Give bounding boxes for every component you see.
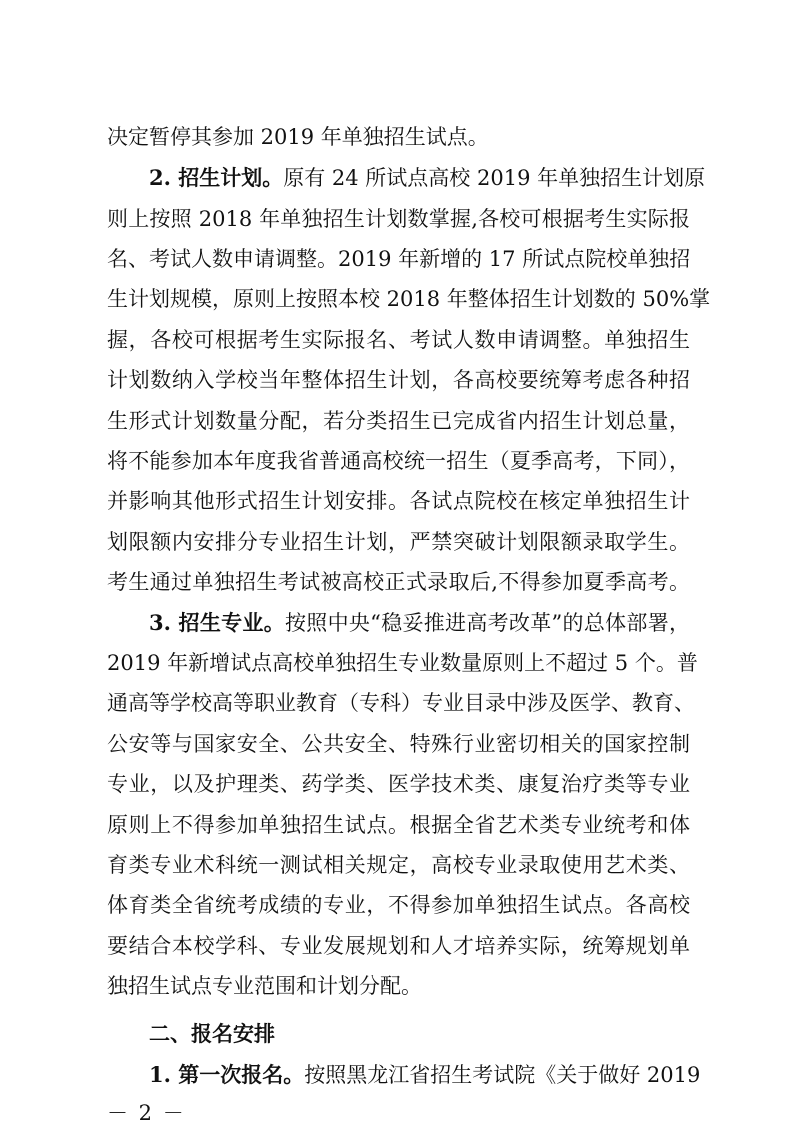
line-text: 按照黑龙江省招生考试院《关于做好 2019 bbox=[304, 1063, 701, 1087]
line-text: 育类专业术科统一测试相关规定，高校专业录取使用艺术类、 bbox=[107, 853, 690, 877]
line-text: 则上按照 2018 年单独招生计划数掌握,各校可根据考生实际报 bbox=[107, 207, 690, 231]
line-text: 握，各校可根据考生实际报名、考试人数申请调整。单独招生 bbox=[107, 328, 690, 352]
line-text: 按照中央“稳妥推进高考改革”的总体部署， bbox=[284, 611, 690, 635]
line-text: 计划数纳入学校当年整体招生计划，各高校要统筹考虑各种招 bbox=[107, 368, 690, 392]
line-text: 2019 年新增试点高校单独招生专业数量原则上不超过 5 个。普 bbox=[107, 651, 698, 675]
line-text: 通高等学校高等职业教育（专科）专业目录中涉及医学、教育、 bbox=[107, 691, 695, 715]
line-text: 原则上不得参加单独招生试点。根据全省艺术类专业统考和体 bbox=[107, 813, 690, 837]
paragraph-line bbox=[107, 971, 422, 1001]
line-text: 考生通过单独招生考试被高校正式录取后,不得参加夏季高考。 bbox=[107, 570, 690, 594]
paragraph-line bbox=[107, 325, 690, 355]
line-text: 要结合本校学科、专业发展规划和人才培养实际，统筹规划单 bbox=[107, 934, 690, 958]
paragraph-line bbox=[107, 527, 690, 557]
line-text: 名、考试人数申请调整。2019 年新增的 17 所试点院校单独招 bbox=[107, 247, 691, 271]
line-text: 生形式计划数量分配，若分类招生已完成省内招生计划总量， bbox=[107, 409, 690, 433]
heading-text: 二、报名安排 bbox=[149, 1021, 275, 1046]
line-text: 决定暂停其参加 2019 年单独招生试点。 bbox=[107, 125, 489, 149]
section-heading-registration bbox=[149, 1019, 690, 1049]
paragraph-line bbox=[107, 122, 489, 152]
paragraph-line bbox=[107, 931, 690, 961]
line-text: 原有 24 所试点高校 2019 年单独招生计划原 bbox=[283, 166, 706, 190]
paragraph-line bbox=[107, 769, 690, 799]
paragraph-line bbox=[107, 890, 690, 920]
paragraph-line bbox=[107, 729, 690, 759]
paragraph-line bbox=[107, 688, 695, 718]
paragraph-line bbox=[107, 204, 690, 234]
section-heading-enrollment-plan: 2. 招生计划。 bbox=[149, 165, 284, 190]
section-heading-enrollment-majors: 3. 招生专业。 bbox=[149, 610, 285, 635]
page-number: － 2 － bbox=[107, 1101, 186, 1125]
paragraph-line bbox=[107, 648, 698, 678]
paragraph-line bbox=[149, 608, 690, 638]
line-text: 划限额内安排分专业招生计划，严禁突破计划限额录取学生。 bbox=[107, 530, 690, 554]
paragraph-line bbox=[107, 567, 690, 597]
paragraph-line bbox=[107, 365, 690, 395]
paragraph-line bbox=[107, 284, 711, 314]
paragraph-line bbox=[107, 486, 690, 516]
paragraph-line bbox=[149, 163, 706, 193]
paragraph-line bbox=[107, 850, 690, 880]
line-text: 将不能参加本年度我省普通高校统一招生（夏季高考，下同）， bbox=[107, 449, 690, 473]
paragraph-line bbox=[107, 406, 690, 436]
line-text: 体育类全省统考成绩的专业，不得参加单独招生试点。各高校 bbox=[107, 893, 690, 917]
section-heading-first-registration: 1. 第一次报名。 bbox=[149, 1062, 305, 1087]
paragraph-line bbox=[107, 810, 690, 840]
paragraph-line bbox=[107, 244, 690, 274]
paragraph-line bbox=[107, 446, 690, 476]
line-text: 专业，以及护理类、药学类、医学技术类、康复治疗类等专业 bbox=[107, 772, 690, 796]
paragraph-line bbox=[149, 1060, 701, 1090]
line-text: 公安等与国家安全、公共安全、特殊行业密切相关的国家控制 bbox=[107, 732, 690, 756]
line-text: 并影响其他形式招生计划安排。各试点院校在核定单独招生计 bbox=[107, 489, 690, 513]
line-text: 生计划规模，原则上按照本校 2018 年整体招生计划数的 50%掌 bbox=[107, 287, 711, 311]
line-text: 独招生试点专业范围和计划分配。 bbox=[107, 974, 422, 998]
